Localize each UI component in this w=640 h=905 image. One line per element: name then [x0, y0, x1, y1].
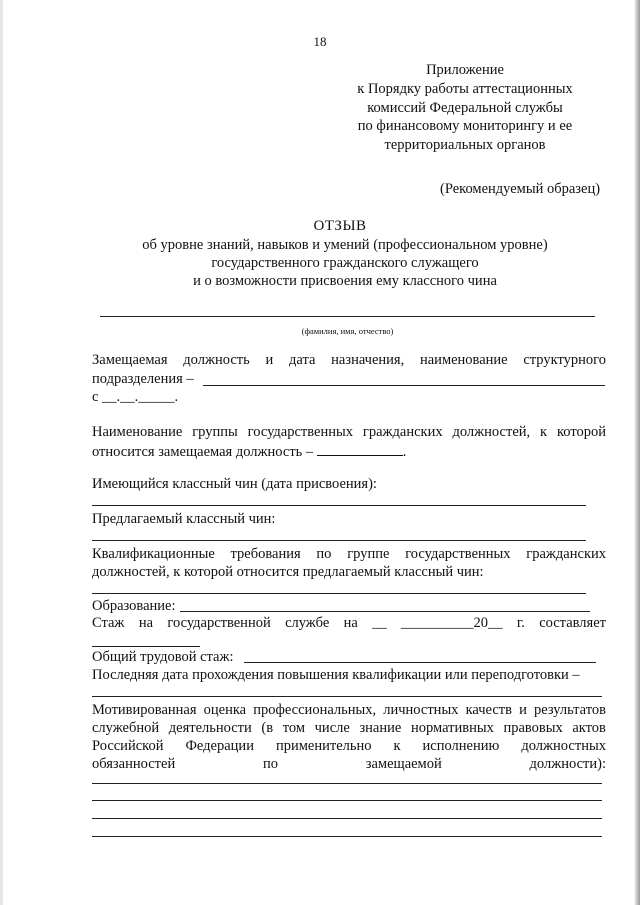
word: Федерации: [185, 738, 254, 754]
word: числе: [314, 720, 350, 736]
word: государственных: [405, 546, 511, 562]
word: Квалификационные: [92, 546, 215, 562]
word: Мотивированная: [92, 702, 197, 718]
assessment-line-3: [92, 738, 606, 755]
word: по: [262, 756, 278, 772]
appendix-line: комиссий Федеральной службы: [367, 100, 563, 116]
title-line: и о возможности присвоения ему классного чина: [193, 273, 497, 289]
group-fill-line[interactable]: [317, 443, 403, 456]
title-main: ОТЗЫВ: [313, 218, 367, 234]
word: нормативных: [410, 720, 494, 736]
proposed-rank-fill-line[interactable]: [92, 540, 586, 541]
current-rank-label: Имеющийся классный чин (дата присвоения):: [92, 476, 377, 492]
word: государственных: [247, 424, 353, 440]
word: Наименование: [92, 424, 183, 440]
word: Российской: [92, 738, 164, 754]
word: исполнению: [422, 738, 500, 754]
word: должностных: [521, 738, 606, 754]
word: требования: [230, 546, 301, 562]
word: по: [316, 546, 332, 562]
word: к: [393, 738, 401, 754]
title-line: об уровне знаний, навыков и умений (профессиональном уровне): [142, 237, 548, 253]
appendix-line: по финансовому мониторингу и ее: [357, 118, 573, 134]
qualification-line-2: должностей, к которой относится предлагаемый классный чин:: [92, 564, 484, 580]
word: государственной: [167, 615, 271, 631]
word: и: [519, 702, 527, 718]
word: актов: [572, 720, 606, 736]
word: группы: [192, 424, 238, 440]
word: профессиональных,: [253, 702, 377, 718]
position-line-2-label: подразделения –: [92, 371, 194, 387]
position-date[interactable]: с __.__._____.: [92, 389, 179, 405]
word: службе: [285, 615, 330, 631]
scan-left-edge: [0, 0, 3, 905]
word: г.: [516, 615, 525, 631]
assessment-line-4: [92, 756, 606, 773]
total-experience-fill-line[interactable]: [244, 662, 596, 663]
word: обязанностей: [92, 756, 176, 772]
word: том: [282, 720, 306, 736]
assessment-fill-line[interactable]: [92, 800, 602, 801]
qualification-fill-line[interactable]: [92, 593, 586, 594]
last-training-label: Последняя дата прохождения повышения квалификации или переподготовки –: [92, 667, 580, 683]
month-year-blank[interactable]: __________20__: [401, 615, 503, 631]
group-line-1: [92, 424, 606, 441]
assessment-line-2: [92, 720, 606, 737]
page-number: 18: [313, 34, 327, 49]
word: структурного: [523, 352, 606, 368]
title-line: государственного гражданского служащего: [211, 255, 479, 271]
proposed-rank-label: Предлагаемый классный чин:: [92, 511, 276, 527]
word: гражданских: [362, 424, 443, 440]
experience-fill-line[interactable]: [92, 646, 200, 647]
group-line-2-text: относится замещаемая должность –: [92, 444, 314, 460]
group-line-2: [92, 443, 406, 461]
word: правовых: [503, 720, 563, 736]
appendix-line: Приложение: [426, 62, 504, 78]
word: знание: [359, 720, 402, 736]
appendix-line: к Порядку работы аттестационных: [357, 81, 573, 97]
position-line-1: [92, 352, 606, 369]
word: должности):: [529, 756, 606, 772]
word: применительно: [275, 738, 372, 754]
word: качеств: [465, 702, 512, 718]
word: Стаж: [92, 615, 125, 631]
word: должностей,: [452, 424, 531, 440]
current-rank-fill-line[interactable]: [92, 505, 586, 506]
word: на: [138, 615, 154, 631]
education-fill-line[interactable]: [180, 611, 590, 612]
word: оценка: [203, 702, 247, 718]
word: замещаемой: [365, 756, 442, 772]
word: наименование: [419, 352, 508, 368]
word: (в: [261, 720, 274, 736]
word: составляет: [539, 615, 606, 631]
assessment-fill-line[interactable]: [92, 836, 602, 837]
group-line-2-end: .: [402, 444, 407, 460]
day-blank[interactable]: __: [372, 615, 387, 631]
name-caption: (фамилия, имя, отчество): [301, 326, 394, 336]
subdivision-fill-line[interactable]: [203, 385, 605, 386]
word: к: [540, 424, 548, 440]
assessment-line-1: [92, 702, 606, 719]
sample-note: (Рекомендуемый образец): [440, 181, 601, 197]
scan-right-edge: [634, 0, 640, 905]
word: результатов: [533, 702, 606, 718]
assessment-fill-line[interactable]: [92, 783, 602, 784]
total-experience-label: Общий трудовой стаж:: [92, 649, 234, 665]
education-label: Образование:: [92, 598, 176, 614]
word: и: [265, 352, 274, 368]
name-line: [100, 316, 595, 317]
word: личностных: [383, 702, 459, 718]
experience-line-1: [92, 615, 606, 632]
word: служебной: [92, 720, 160, 736]
word: деятельности: [168, 720, 252, 736]
word: назначения,: [331, 352, 405, 368]
last-training-fill-line[interactable]: [92, 696, 602, 697]
word: должность: [183, 352, 250, 368]
word: Замещаемая: [92, 352, 168, 368]
word: группе: [347, 546, 390, 562]
word: дата: [289, 352, 316, 368]
word: гражданских: [526, 546, 606, 562]
qualification-line-1: [92, 546, 606, 563]
word: на: [343, 615, 358, 631]
word: которой: [556, 424, 606, 440]
appendix-line: территориальных органов: [384, 137, 546, 153]
assessment-fill-line[interactable]: [92, 818, 602, 819]
